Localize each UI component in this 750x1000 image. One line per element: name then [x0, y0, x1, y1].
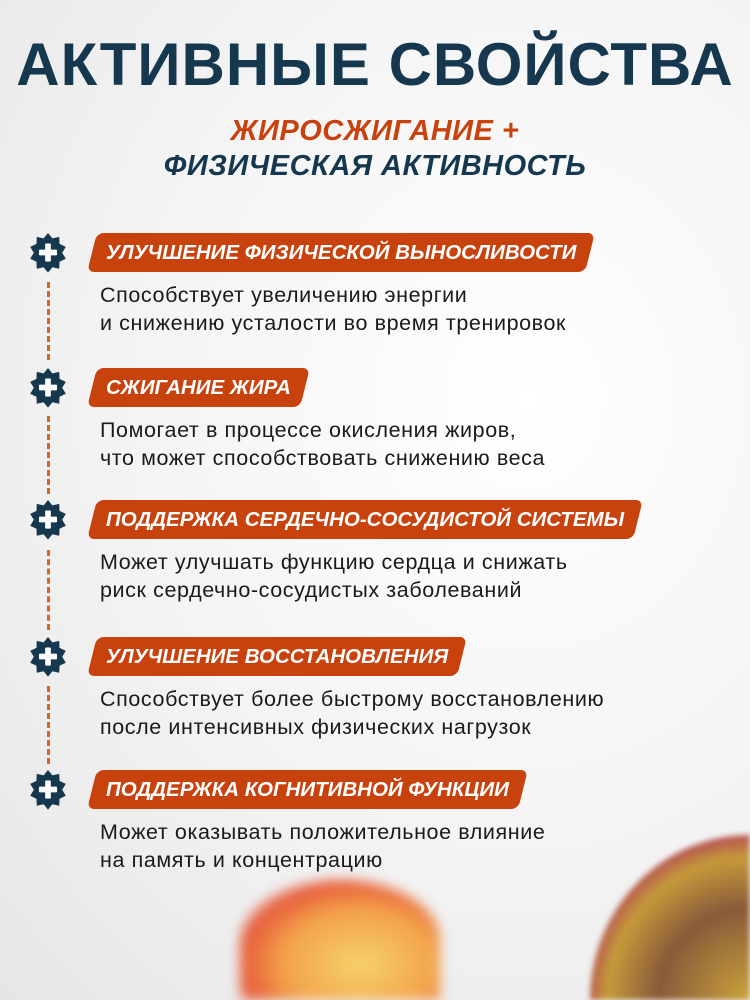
feature-description-line: Помогает в процессе окисления жиров, — [100, 418, 517, 442]
feature-label: УЛУЧШЕНИЕ ФИЗИЧЕСКОЙ ВЫНОСЛИВОСТИ — [106, 241, 577, 264]
plus-badge-icon — [28, 637, 68, 677]
subtitle-line-1: ЖИРОСЖИГАНИЕ + — [230, 115, 520, 147]
feature-description-line: что может способствовать снижению веса — [100, 446, 546, 470]
feature-label: СЖИГАНИЕ ЖИРА — [106, 376, 291, 399]
feature-item — [0, 637, 720, 757]
feature-description-line: Способствует увеличению энергии — [100, 283, 468, 307]
feature-description — [100, 416, 545, 472]
page-title: АКТИВНЫЕ СВОЙСТВА — [16, 31, 734, 98]
plus-badge-icon — [28, 368, 68, 408]
feature-description — [100, 548, 568, 604]
feature-label: ПОДДЕРЖКА КОГНИТИВНОЙ ФУНКЦИИ — [106, 778, 509, 801]
feature-description-line: Способствует более быстрому восстановлению — [100, 687, 605, 711]
peach-slice-image — [240, 880, 440, 1000]
feature-description-line: Может улучшать функцию сердца и снижать — [100, 550, 568, 574]
feature-label-badge — [92, 770, 523, 809]
feature-label-badge — [92, 233, 590, 272]
feature-label-badge — [92, 368, 305, 407]
feature-label-badge — [92, 637, 462, 676]
feature-description — [100, 281, 566, 337]
feature-item — [0, 500, 720, 620]
feature-description — [100, 685, 604, 741]
feature-description-line: риск сердечно-сосудистых заболеваний — [100, 578, 523, 602]
feature-description-line: после интенсивных физических нагрузок — [100, 715, 532, 739]
feature-description-line: и снижению усталости во время тренировок — [100, 311, 567, 335]
feature-label: УЛУЧШЕНИЕ ВОССТАНОВЛЕНИЯ — [106, 645, 449, 668]
plus-badge-icon — [28, 233, 68, 273]
feature-item — [0, 233, 720, 353]
feature-item — [0, 770, 720, 890]
plus-badge-icon — [28, 500, 68, 540]
feature-item — [0, 368, 720, 488]
feature-label: ПОДДЕРЖКА СЕРДЕЧНО-СОСУДИСТОЙ СИСТЕМЫ — [106, 508, 625, 531]
feature-description-line: на память и концентрацию — [100, 848, 383, 872]
feature-label-badge — [92, 500, 638, 539]
subtitle-line-2: ФИЗИЧЕСКАЯ АКТИВНОСТЬ — [163, 150, 587, 182]
plus-badge-icon — [28, 770, 68, 810]
feature-description — [100, 818, 545, 874]
feature-description-line: Может оказывать положительное влияние — [100, 820, 546, 844]
